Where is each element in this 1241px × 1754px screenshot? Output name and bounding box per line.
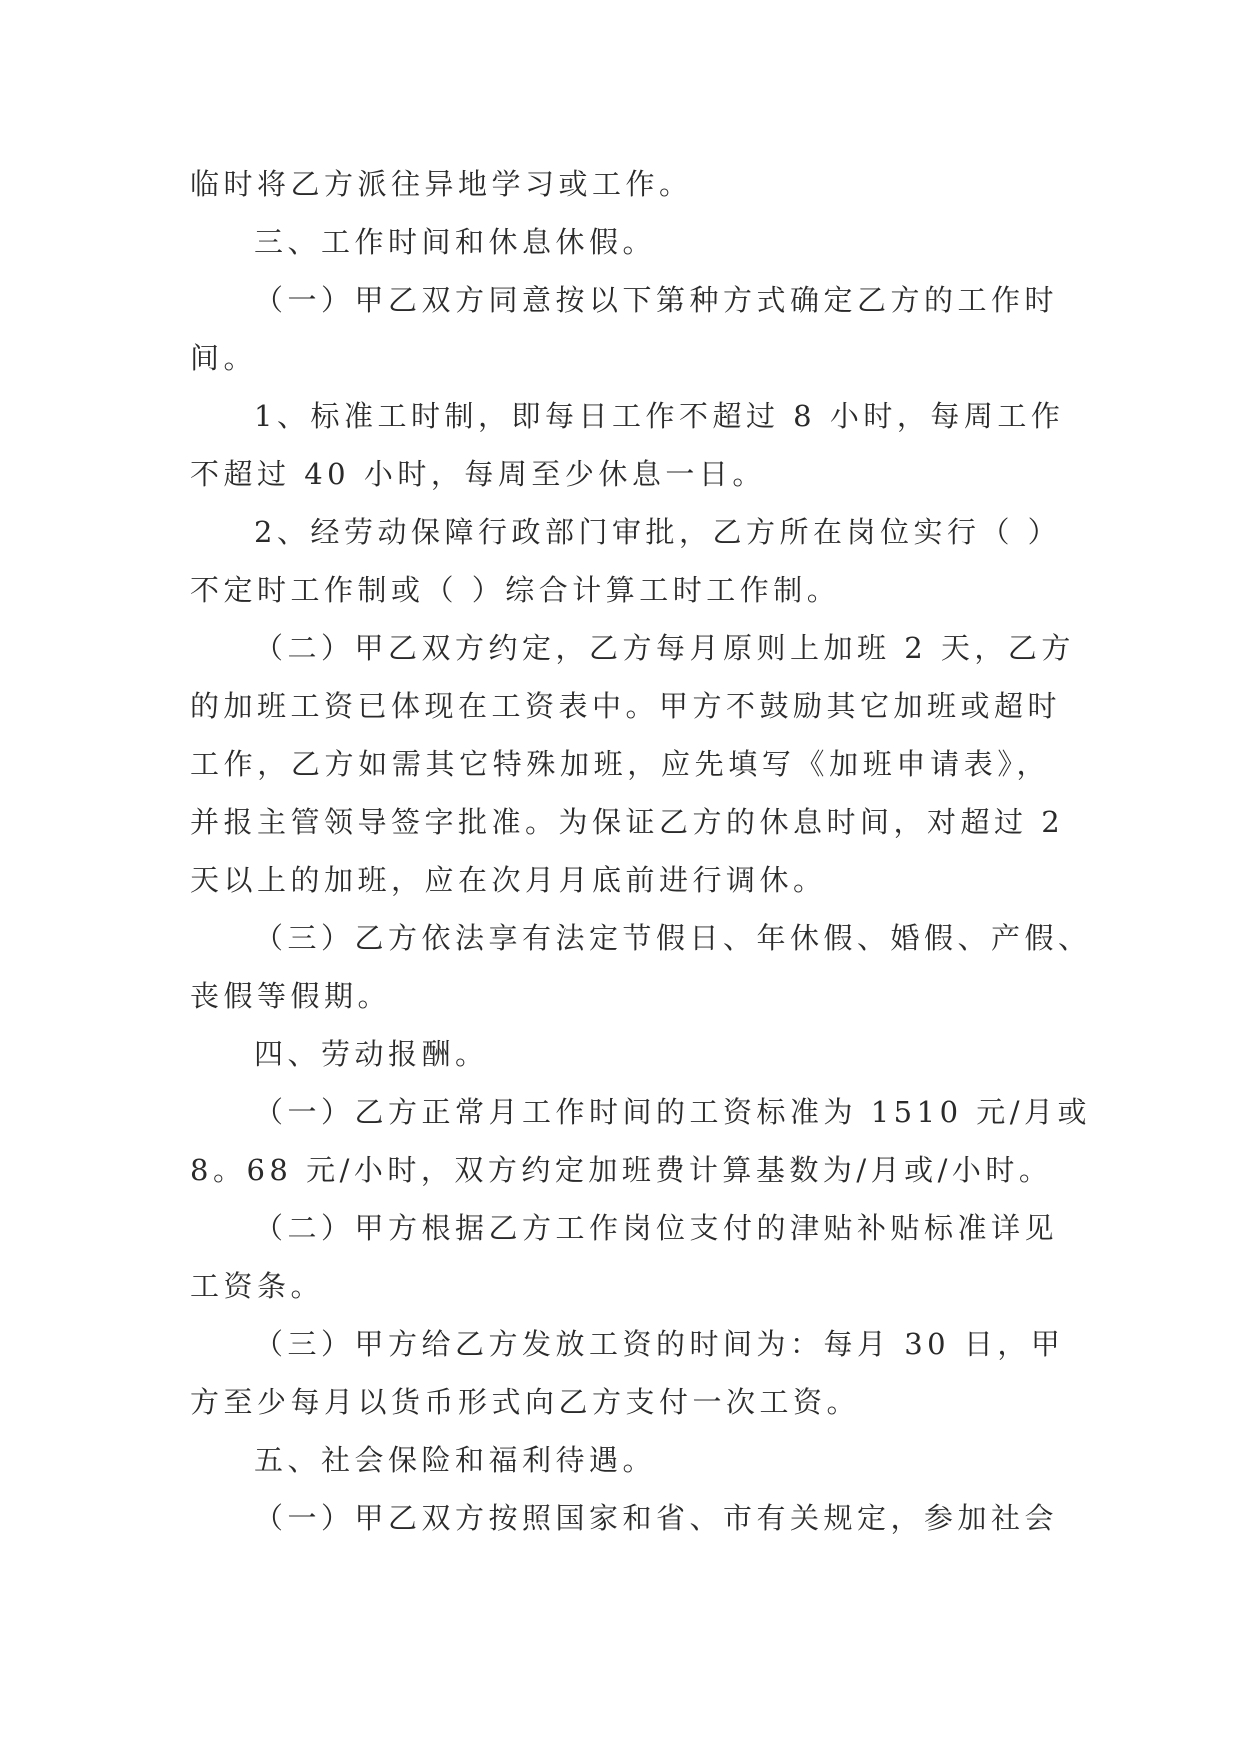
document-line: （三）乙方依法享有法定节假日、年休假、婚假、产假、 [254,921,1092,955]
document-line: 方至少每月以货币形式向乙方支付一次工资。 [190,1385,861,1419]
document-line: （一）甲乙双方按照国家和省、市有关规定，参加社会 [254,1501,1059,1535]
document-line: 1、标准工时制，即每日工作不超过 8 小时，每周工作 [254,399,1065,433]
document-line: 间。 [190,341,258,375]
document-line: 并报主管领导签字批准。为保证乙方的休息时间，对超过 2 [190,805,1065,839]
document-line: （一）乙方正常月工作时间的工资标准为 1510 元/月或 [254,1095,1092,1129]
document-line: 三、工作时间和休息休假。 [254,225,657,259]
document-line: 天以上的加班，应在次月月底前进行调休。 [190,863,827,897]
document-line: 不定时工作制或（ ）综合计算工时工作制。 [190,573,841,607]
document-line: 五、社会保险和福利待遇。 [254,1443,657,1477]
document-line: 四、劳动报酬。 [254,1037,489,1071]
document-line: （一）甲乙双方同意按以下第种方式确定乙方的工作时 [254,283,1059,317]
document-line: （二）甲乙双方约定，乙方每月原则上加班 2 天，乙方 [254,631,1075,665]
document-line: 临时将乙方派往异地学习或工作。 [190,167,693,201]
document-body [190,155,1092,1547]
document-line: （三）甲方给乙方发放工资的时间为：每月 30 日，甲 [254,1327,1065,1361]
document-line: 不超过 40 小时，每周至少休息一日。 [190,457,766,491]
document-line: 丧假等假期。 [190,979,392,1013]
document-line: （二）甲方根据乙方工作岗位支付的津贴补贴标准详见 [254,1211,1059,1245]
document-line: 的加班工资已体现在工资表中。甲方不鼓励其它加班或超时 [190,689,1062,723]
document-line: 工资条。 [190,1269,325,1303]
document-line: 工作，乙方如需其它特殊加班，应先填写《加班申请表》， [190,747,1050,781]
document-line: 8。68 元/小时，双方约定加班费计算基数为/月或/小时。 [190,1153,1053,1187]
document-line: 2、经劳动保障行政部门审批，乙方所在岗位实行（ ） [254,515,1062,549]
